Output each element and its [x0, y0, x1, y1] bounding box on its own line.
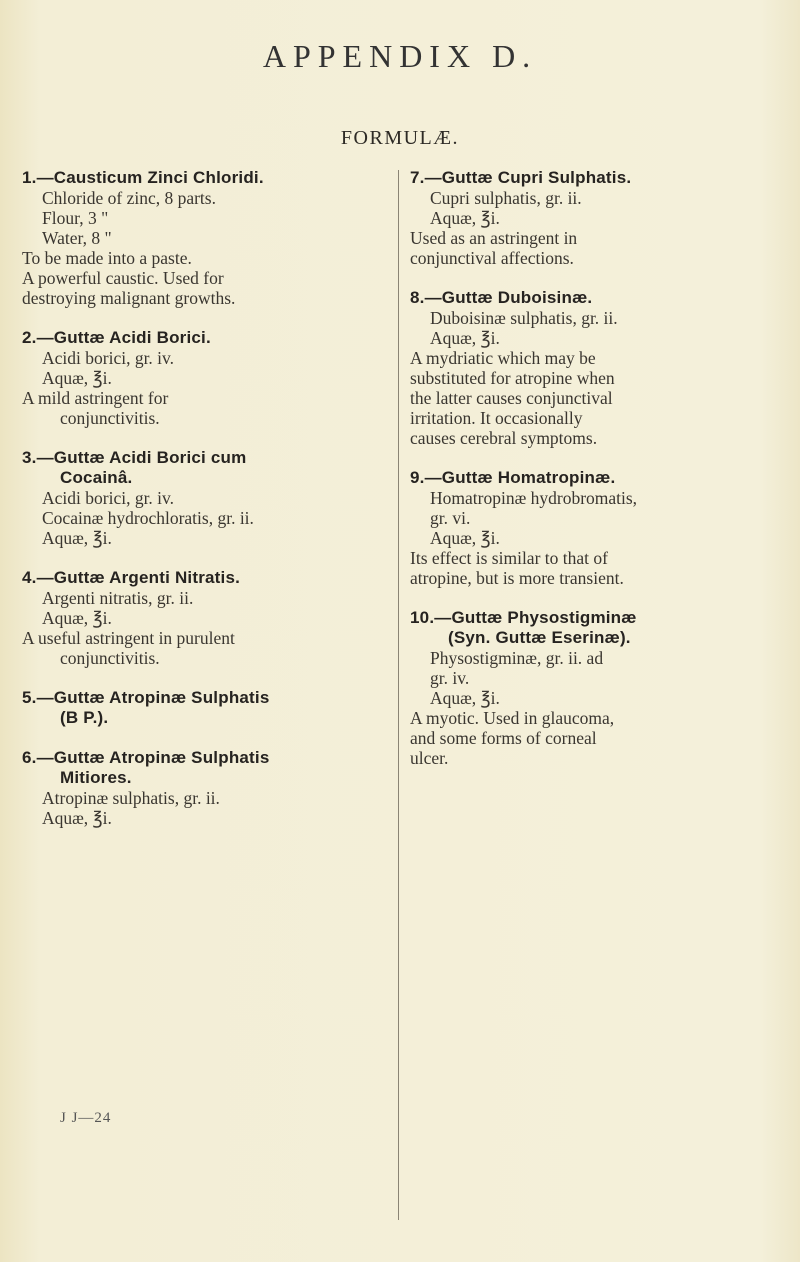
formula-entry: [410, 168, 786, 268]
formula-title-cont: Mitiores.: [60, 768, 132, 787]
formula-number: 8: [410, 288, 420, 307]
formula-heading: [22, 328, 390, 348]
formula-heading: [410, 608, 786, 648]
ingredient-line: gr. vi.: [430, 508, 471, 528]
usage-note: conjunctival affections.: [410, 248, 574, 268]
usage-note: destroying malignant growths.: [22, 288, 236, 308]
formula-entry: [410, 468, 786, 588]
formula-entry: [22, 688, 390, 728]
section-title: FORMULÆ.: [340, 127, 460, 149]
formula-heading: [410, 468, 786, 488]
formula-title: Guttæ Atropinæ Sulphatis: [53, 688, 270, 707]
formula-title-cont: (Syn. Guttæ Eserinæ).: [448, 628, 631, 647]
ingredient-line: Flour, 3 ": [42, 208, 109, 228]
formula-title: Guttæ Acidi Borici.: [53, 328, 211, 347]
ingredient-line: Water, 8 ": [42, 228, 112, 248]
formula-heading: [22, 168, 390, 188]
ingredient-line: Physostigminæ, gr. ii. ad: [430, 648, 604, 668]
formula-entry: [22, 328, 390, 428]
ingredient-line: Duboisinæ sulphatis, gr. ii.: [430, 308, 618, 328]
ingredient-line: Aquæ, ℥i.: [42, 368, 112, 388]
appendix-title: APPENDIX D.: [262, 38, 538, 74]
formula-dash: .—: [31, 748, 54, 767]
formula-title: Guttæ Acidi Borici cum: [53, 448, 247, 467]
usage-note: A myotic. Used in glaucoma,: [410, 708, 615, 728]
ingredient-line: Acidi borici, gr. iv.: [42, 348, 175, 368]
formula-heading: [22, 568, 390, 588]
formula-dash: .—: [31, 168, 54, 187]
ingredient-line: Acidi borici, gr. iv.: [42, 488, 175, 508]
formula-number: 5: [22, 688, 32, 707]
ingredient-line: Chloride of zinc, 8 parts.: [42, 188, 216, 208]
formula-dash: .—: [419, 288, 442, 307]
formula-title: Guttæ Duboisinæ.: [441, 288, 593, 307]
usage-note: conjunctivitis.: [60, 408, 160, 428]
formula-heading: [410, 288, 786, 308]
formula-heading: [22, 748, 390, 788]
usage-note: irritation. It occasionally: [410, 408, 583, 428]
usage-note: Its effect is similar to that of: [410, 548, 608, 568]
ingredient-line: Aquæ, ℥i.: [430, 328, 500, 348]
usage-note: Used as an astringent in: [410, 228, 578, 248]
formula-entry: [22, 748, 390, 828]
ingredient-line: Homatropinæ hydrobromatis,: [430, 488, 638, 508]
left-column: [22, 168, 390, 848]
formula-number: 1: [22, 168, 32, 187]
usage-note: A useful astringent in purulent: [22, 628, 235, 648]
usage-note: the latter causes conjunctival: [410, 388, 613, 408]
formula-title: Guttæ Cupri Sulphatis.: [441, 168, 632, 187]
formula-entry: [22, 168, 390, 308]
formula-entry: [410, 608, 786, 768]
ingredient-line: Cocainæ hydrochloratis, gr. ii.: [42, 508, 254, 528]
usage-note: causes cerebral symptoms.: [410, 428, 598, 448]
formula-title: Guttæ Homatropinæ.: [441, 468, 616, 487]
ingredient-line: Atropinæ sulphatis, gr. ii.: [42, 788, 220, 808]
formula-dash: .—: [429, 608, 452, 627]
ingredient-line: Argenti nitratis, gr. ii.: [42, 588, 194, 608]
usage-note: and some forms of corneal: [410, 728, 597, 748]
formula-entry: [22, 448, 390, 548]
formula-title: Causticum Zinci Chloridi.: [53, 168, 264, 187]
formula-number: 4: [22, 568, 32, 587]
formula-number: 2: [22, 328, 32, 347]
usage-note: ulcer.: [410, 748, 449, 768]
formula-title: Guttæ Atropinæ Sulphatis: [53, 748, 270, 767]
formula-title-cont: Cocainâ.: [60, 468, 133, 487]
usage-note: conjunctivitis.: [60, 648, 160, 668]
formula-heading: [22, 448, 390, 488]
formula-number: 10: [410, 608, 430, 627]
formula-dash: .—: [419, 468, 442, 487]
ingredient-line: gr. iv.: [430, 668, 470, 688]
ingredient-line: Aquæ, ℥i.: [430, 688, 500, 708]
usage-note: A mild astringent for: [22, 388, 169, 408]
formula-dash: .—: [31, 328, 54, 347]
formula-number: 9: [410, 468, 420, 487]
column-divider: [398, 170, 399, 1220]
usage-note: substituted for atropine when: [410, 368, 615, 388]
signature-mark: J J—24: [60, 1110, 112, 1126]
formula-entry: [410, 288, 786, 448]
formula-entry: [22, 568, 390, 668]
ingredient-line: Aquæ, ℥i.: [430, 208, 500, 228]
usage-note: A mydriatic which may be: [410, 348, 596, 368]
formula-title: Guttæ Argenti Nitratis.: [53, 568, 241, 587]
formula-number: 6: [22, 748, 32, 767]
usage-note: atropine, but is more transient.: [410, 568, 624, 588]
formula-number: 3: [22, 448, 32, 467]
usage-note: To be made into a paste.: [22, 248, 192, 268]
formula-title-cont: (B P.).: [60, 708, 109, 727]
ingredient-line: Aquæ, ℥i.: [42, 808, 112, 828]
formula-dash: .—: [31, 688, 54, 707]
usage-note: A powerful caustic. Used for: [22, 268, 224, 288]
ingredient-line: Aquæ, ℥i.: [430, 528, 500, 548]
formula-dash: .—: [31, 568, 54, 587]
formula-heading: [22, 688, 390, 728]
formula-dash: .—: [419, 168, 442, 187]
formula-number: 7: [410, 168, 420, 187]
formula-heading: [410, 168, 786, 188]
ingredient-line: Aquæ, ℥i.: [42, 528, 112, 548]
ingredient-line: Cupri sulphatis, gr. ii.: [430, 188, 582, 208]
ingredient-line: Aquæ, ℥i.: [42, 608, 112, 628]
formula-dash: .—: [31, 448, 54, 467]
formula-title: Guttæ Physostigminæ: [451, 608, 637, 627]
right-column: [410, 168, 786, 788]
